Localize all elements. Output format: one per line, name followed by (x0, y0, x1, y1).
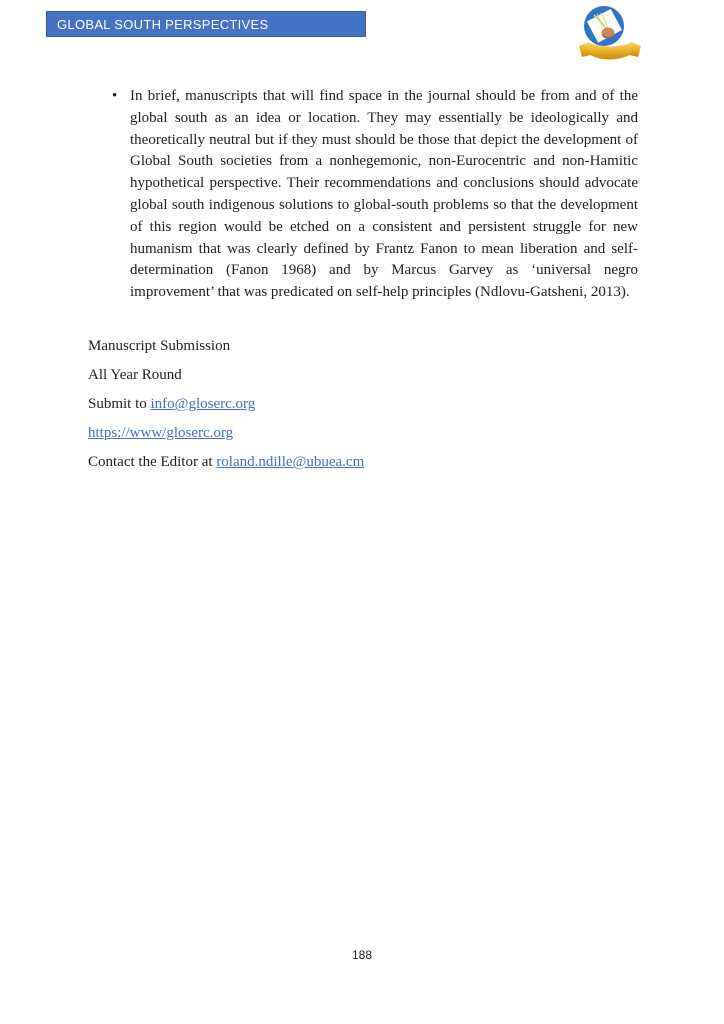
editor-prefix: Contact the Editor at (88, 454, 217, 470)
submission-email-line (88, 397, 648, 413)
editor-contact-line (88, 455, 648, 471)
submission-schedule: All Year Round (88, 367, 182, 383)
banner-title: GLOBAL SOUTH PERSPECTIVES (57, 16, 269, 32)
website-link[interactable]: https://www/gloserc.org (88, 425, 234, 441)
bullet-list-item (110, 86, 638, 304)
editor-email-link[interactable]: roland.ndille@ubuea.cm (216, 454, 365, 470)
website-line (88, 426, 648, 442)
submit-prefix: Submit to (88, 396, 151, 412)
header-banner (46, 11, 366, 37)
bullet-paragraph: In brief, manuscripts that will find space in the journal should be from and of the global south as an idea or location. They may essentially be ideologically and theoretically neutral but if they must should be those that depict the development of Global South societies from a nonhegemonic, non-Eurocentric and non-Hamitic hypothetical perspective. Their recommendations and conclusions should advocate global south indigenous solutions to global-south problems so that the development of this region would be etched on a consistent and persistent struggle for new humanism that was clearly defined by Frantz Fanon to mean liberation and self-determination (Fanon 1968) and by Marcus Garvey as ‘universal negro improvement’ that was predicated on self-help principles (Ndlovu-Gatsheni, 2013). (130, 88, 638, 301)
submission-heading: Manuscript Submission (88, 338, 231, 354)
submission-email-link[interactable]: info@gloserc.org (150, 396, 256, 412)
page-number: 188 (351, 948, 373, 962)
journal-logo-icon (577, 2, 643, 62)
submission-section (88, 339, 648, 484)
bullet-icon: • (112, 88, 118, 104)
